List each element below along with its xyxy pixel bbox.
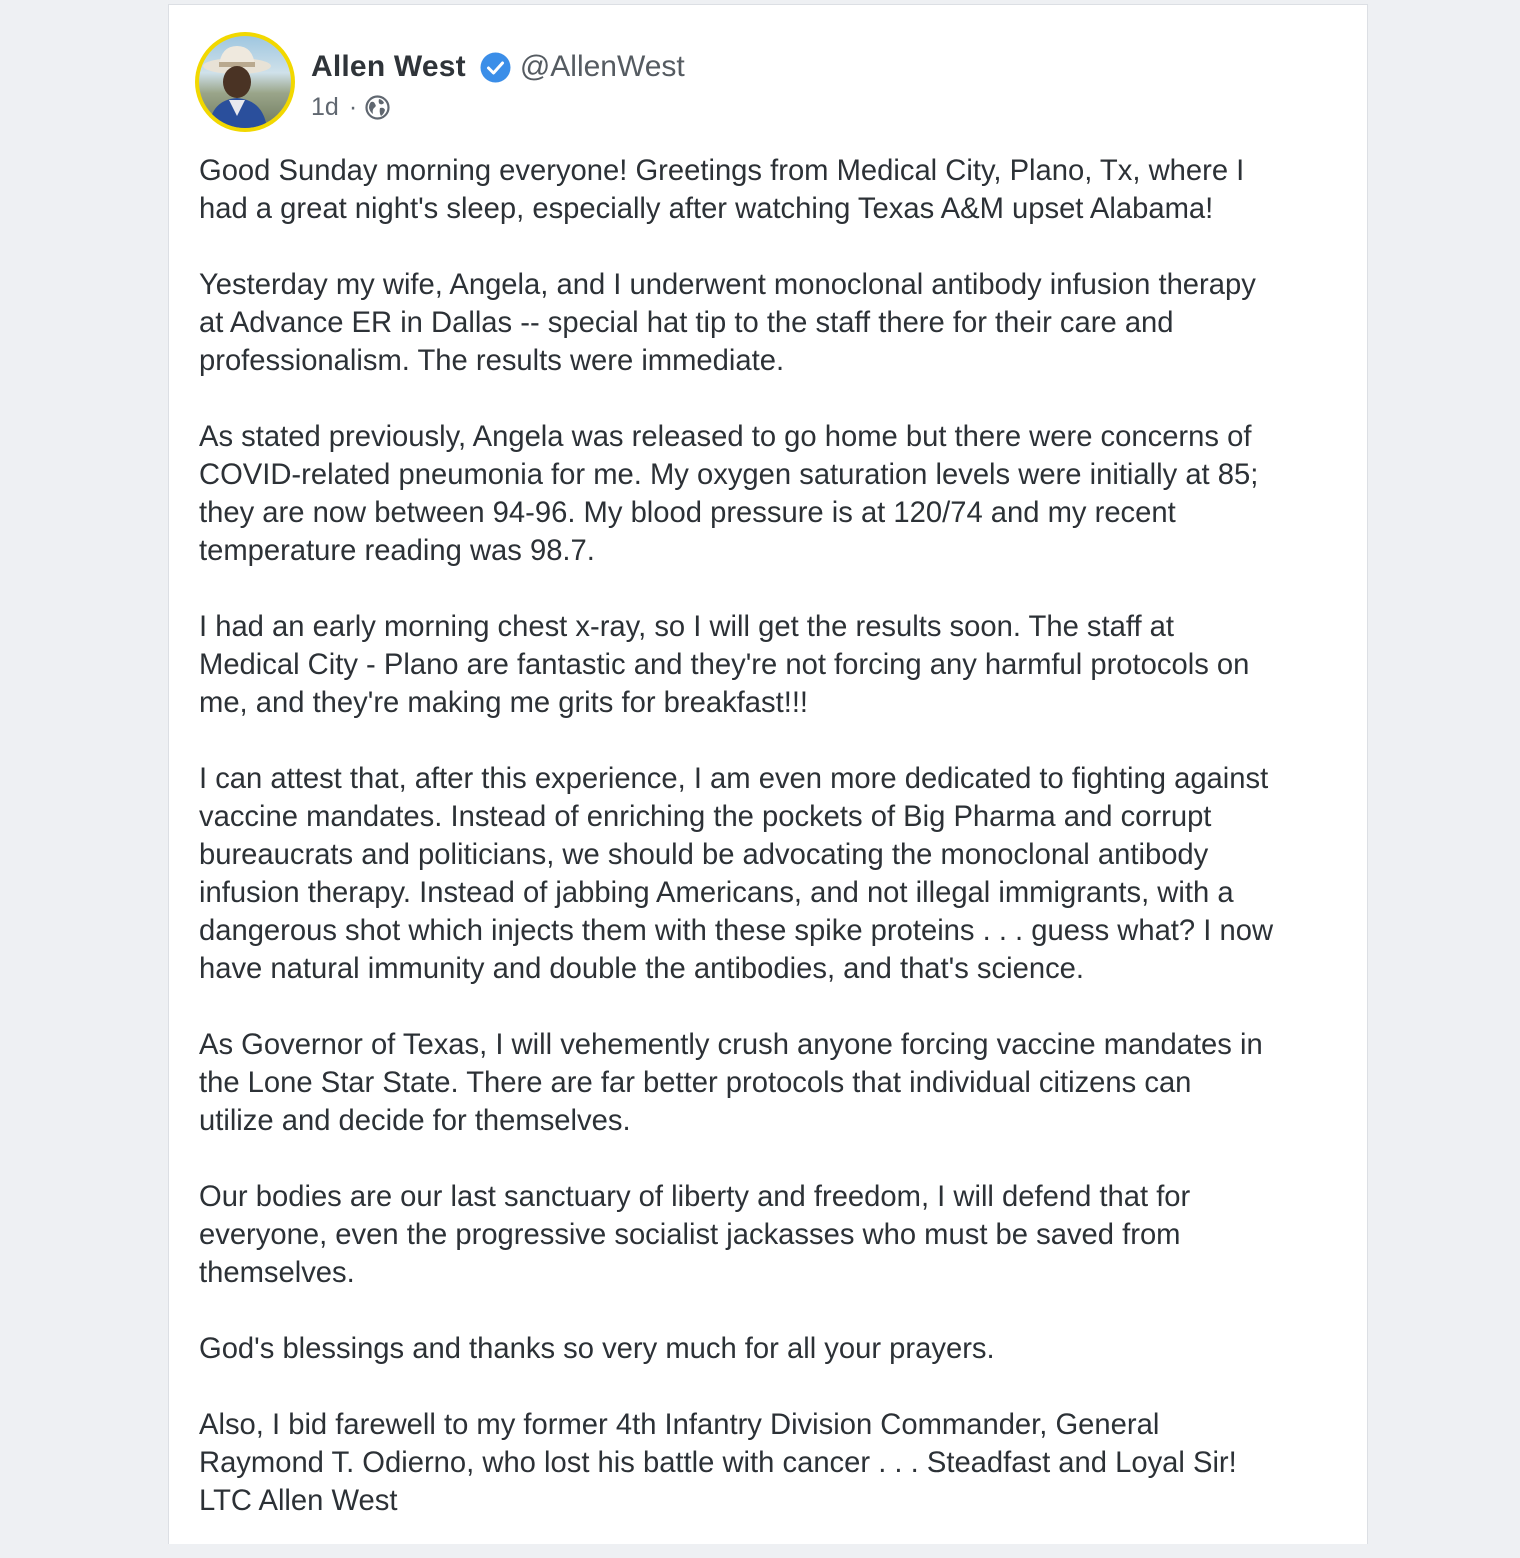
post-card [168,4,1368,1544]
post-paragraph: God's blessings and thanks so very much for all your prayers. [199,1333,995,1365]
meta-separator: · [348,92,358,121]
post-paragraph: Also, I bid farewell to my former 4th Infantry Division Commander, General Raymond T. Odierno, who lost his battle with cancer . . . Steadfast and Loyal Sir! LTC Allen West [199,1409,1237,1517]
verified-badge-icon [480,52,511,83]
post-paragraph: I had an early morning chest x-ray, so I will get the results soon. The staff at Medical City - Plano are fantastic and they're not forcing any harmful protocols on me, and they're making me grits for breakfast!!! [199,611,1250,719]
globe-icon [365,95,390,120]
post-paragraph: I can attest that, after this experience, I am even more dedicated to fighting against vaccine mandates. Instead of enriching the pockets of Big Pharma and corrupt bureaucrats and politicians, we should be advocating the monoclonal antibody infusion therapy. Instead of jabbing Americans, and not illegal immigrants, with a dangerous shot which injects them with these spike proteins . . . guess what? I now have natural immunity and double the antibodies, and that's science. [199,763,1274,985]
post-paragraph: Our bodies are our last sanctuary of liberty and freedom, I will defend that for everyone, even the progressive socialist jackasses who must be saved from themselves. [199,1181,1191,1289]
avatar[interactable] [195,32,295,132]
author-handle[interactable]: @AllenWest [519,50,685,83]
post-meta [311,91,390,123]
post-body [199,152,1349,1558]
author-name[interactable]: Allen West [311,50,466,83]
post-paragraph: Yesterday my wife, Angela, and I underwent monoclonal antibody infusion therapy at Advance ER in Dallas -- special hat tip to the staff there for their care and professionalism. The results were immediate. [199,269,1256,377]
post-paragraph: Good Sunday morning everyone! Greetings from Medical City, Plano, Tx, where I had a great night's sleep, especially after watching Texas A&M upset Alabama! [199,155,1245,225]
post-paragraph: As Governor of Texas, I will vehemently crush anyone forcing vaccine mandates in the Lone Star State. There are far better protocols that individual citizens can utilize and decide for themselves. [199,1029,1263,1137]
post-timestamp[interactable]: 1d [311,92,339,121]
post-paragraph: As stated previously, Angela was released to go home but there were concerns of COVID-related pneumonia for me. My oxygen saturation levels were initially at 85; they are now between 94-96. My blood pressure is at 120/74 and my recent temperature reading was 98.7. [199,421,1259,567]
avatar-photo [199,36,291,128]
post-header [311,47,685,87]
